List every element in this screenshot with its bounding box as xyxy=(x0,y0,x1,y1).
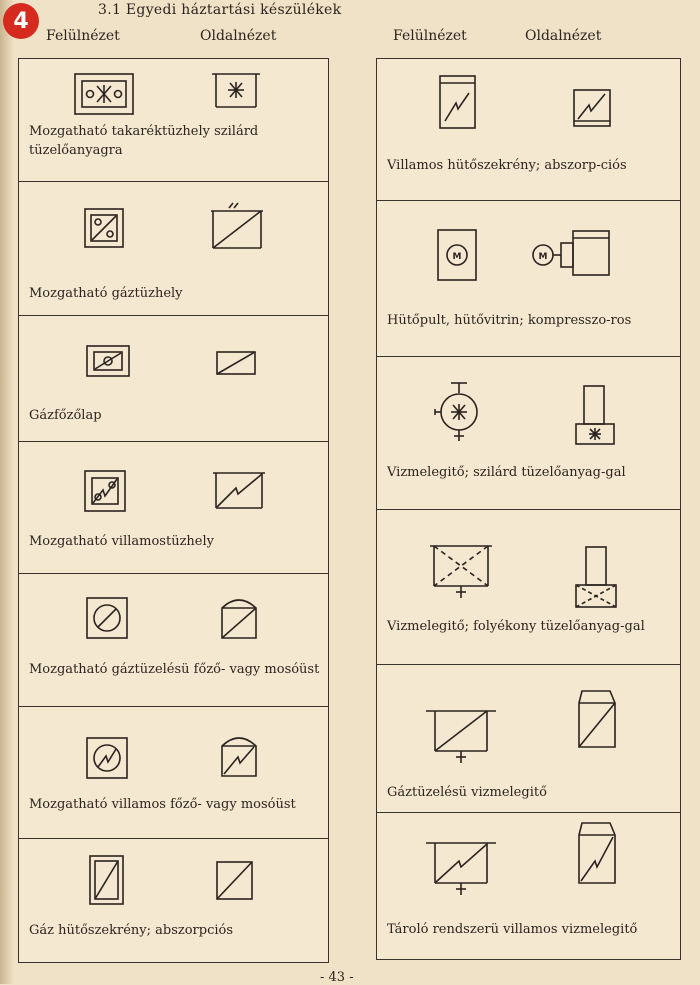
symbol-label: Gáztüzelésü vizmelegitő xyxy=(387,785,547,800)
solid-fuel-stove-side-icon xyxy=(211,71,261,109)
symbol-cell-solid-fuel-water-heater xyxy=(377,357,680,510)
gas-stove-side-icon xyxy=(209,202,265,250)
gas-water-heater-top-icon xyxy=(425,709,497,765)
gas-fridge-side-icon xyxy=(216,861,254,901)
electric-stove-top-icon xyxy=(84,470,128,514)
symbol-cell-gas-water-heater xyxy=(377,665,680,813)
gas-stove-top-icon xyxy=(84,208,124,248)
svg-text:M: M xyxy=(452,252,462,262)
symbol-label: Mozgatható villamostüzhely xyxy=(29,534,214,549)
symbol-cell-liquid-fuel-water-heater xyxy=(377,510,680,665)
symbol-cell-solid-fuel-stove xyxy=(19,59,328,182)
solid-fuel-water-heater-side-icon xyxy=(575,385,617,447)
symbol-cell-cooling-counter xyxy=(377,201,680,357)
gas-boiler-kettle-side-icon xyxy=(219,594,259,640)
solid-fuel-water-heater-top-icon xyxy=(433,381,485,451)
symbol-cell-gas-fridge xyxy=(19,839,328,962)
symbol-cell-electric-fridge xyxy=(377,59,680,201)
cooling-counter-side-icon xyxy=(531,229,615,279)
symbol-label: Mozgatható takaréktüzhely szilárd tüzelőanyagra xyxy=(29,124,259,158)
page-number: - 43 - xyxy=(320,970,354,985)
gas-fridge-top-icon xyxy=(89,855,125,907)
storage-electric-water-heater-side-icon xyxy=(577,821,617,885)
symbol-label: Mozgatható gáztüzelésü főző- vagy mosóüst xyxy=(29,662,320,677)
symbol-cell-gas-stove xyxy=(19,182,328,316)
electric-boiler-kettle-side-icon xyxy=(219,732,259,778)
solid-fuel-stove-top-icon xyxy=(74,73,136,115)
cooling-counter-top-icon xyxy=(437,229,479,283)
symbol-label: Mozgatható villamos főző- vagy mosóüst xyxy=(29,797,296,812)
gas-water-heater-side-icon xyxy=(577,689,617,749)
symbol-label: Tároló rendszerü villamos vizmelegitő xyxy=(387,922,638,937)
symbol-cell-electric-stove xyxy=(19,442,328,574)
liquid-fuel-water-heater-side-icon xyxy=(575,546,619,610)
symbol-table-right xyxy=(376,58,681,960)
storage-electric-water-heater-top-icon xyxy=(425,841,497,897)
column-header-left-top: Felülnézet xyxy=(46,28,120,44)
symbol-label: Villamos hütőszekrény; abszorp-ciós xyxy=(387,158,627,173)
symbol-label: Gáz hütőszekrény; abszorpciós xyxy=(29,923,234,938)
svg-text:M: M xyxy=(538,252,548,262)
gas-hob-top-icon xyxy=(86,345,130,377)
electric-fridge-side-icon xyxy=(573,89,613,129)
symbol-cell-gas-boiler xyxy=(19,574,328,707)
liquid-fuel-water-heater-top-icon xyxy=(429,544,493,600)
electric-stove-side-icon xyxy=(212,470,266,510)
symbol-label: Mozgatható gáztüzhely xyxy=(29,286,183,301)
electric-boiler-kettle-top-icon xyxy=(86,737,128,779)
page-edge-shadow xyxy=(0,0,14,984)
column-header-right-side: Oldalnézet xyxy=(525,28,602,44)
page-badge: 4 xyxy=(3,3,39,39)
gas-hob-side-icon xyxy=(216,351,258,377)
symbol-label: Vizmelegitő; folyékony tüzelőanyag-gal xyxy=(387,619,645,634)
symbol-cell-gas-hob xyxy=(19,316,328,442)
column-header-right-top: Felülnézet xyxy=(393,28,467,44)
symbol-cell-electric-boiler xyxy=(19,707,328,839)
symbol-label: Gázfőzőlap xyxy=(29,408,102,423)
gas-boiler-kettle-top-icon xyxy=(86,597,128,639)
symbol-table-left xyxy=(18,58,329,963)
electric-fridge-top-icon xyxy=(439,75,477,131)
column-header-left-side: Oldalnézet xyxy=(200,28,277,44)
symbol-cell-storage-electric-water-heater xyxy=(377,813,680,959)
symbol-label: Vizmelegitő; szilárd tüzelőanyag-gal xyxy=(387,465,626,480)
section-title: 3.1 Egyedi háztartási készülékek xyxy=(98,2,342,18)
symbol-label: Hütőpult, hütővitrin; kompresszo-ros xyxy=(387,313,632,328)
